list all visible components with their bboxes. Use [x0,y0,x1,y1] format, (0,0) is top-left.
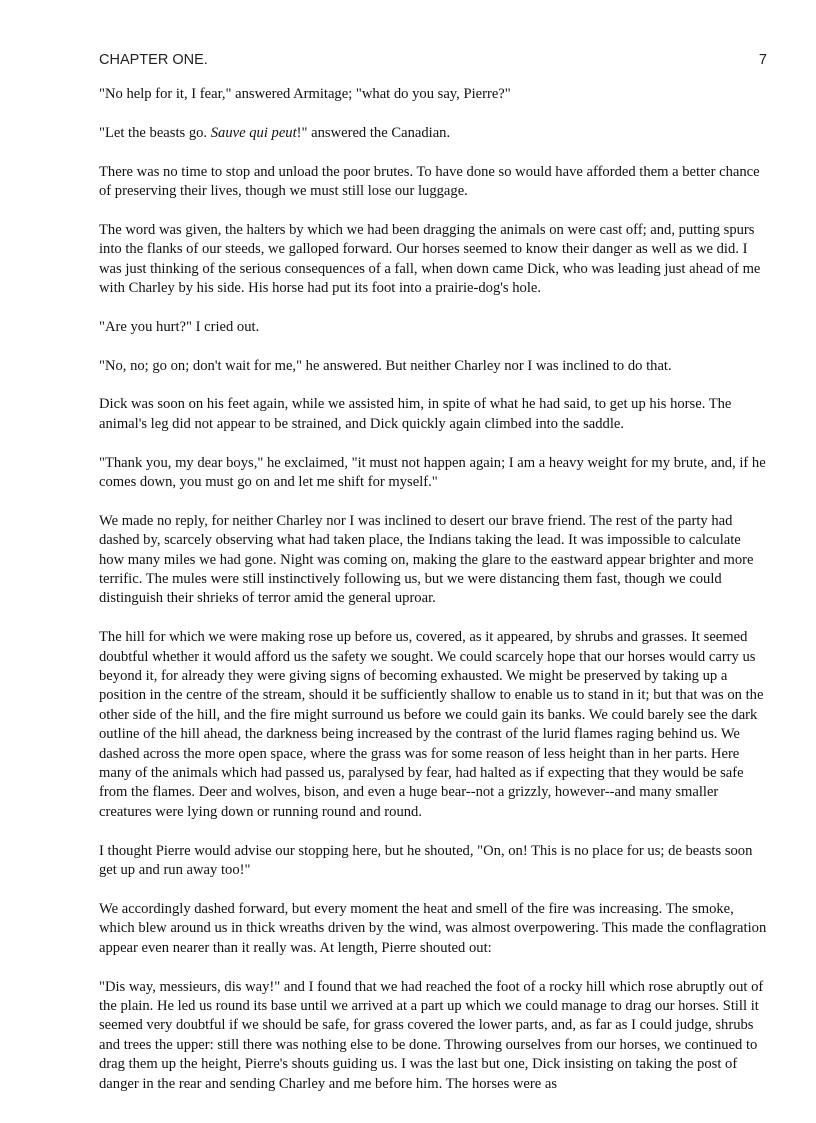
page-number: 7 [758,52,767,68]
chapter-title: CHAPTER ONE. [99,52,208,68]
paragraph-11: I thought Pierre would advise our stopping here, but he shouted, "On, on! This is no place for us; de beasts soon get up and run away too!" [99,842,753,879]
paragraph-2-italic: Sauve qui peut [210,124,297,141]
paragraph-5: "Are you hurt?" I cried out. [99,318,260,335]
paragraph-10: The hill for which we were making rose up before us, covered, as it appeared, by shrubs and grasses. It seemed doubtful whether it would afford us the safety we sought. We could scarcely hope that our horses would carry us beyond it, for already they were giving signs of becoming exhausted. We might be preserved by taking up a position in the centre of the stream, should it be sufficiently shallow to enable us to stand in it; but that was on the other side of the hill, and the fire might surround us before we could gain its banks. We could barely see the dark outline of the hill ahead, the darkness being increased by the contrast of the lurid flames raging behind us. We dashed across the more open space, where the grass was for some reason of less height than in her parts. Here many of the animals which had passed us, paralysed by fear, had halted as if expecting that they would be safe from the flames. Deer and wolves, bison, and even a huge bear--not a grizzly, however--and many smaller creatures were lying down or running round and round. [99,629,764,820]
paragraph-1: "No help for it, I fear," answered Armitage; "what do you say, Pierre?" [99,86,511,102]
paragraph-2-end: !" answered the Canadian. [296,124,451,141]
paragraph-12: We accordingly dashed forward, but every moment the heat and smell of the fire was increasing. The smoke, which blew around us in thick wreaths driven by the wind, was almost overpowering. This made the conflagration appear even nearer than it really was. At length, Pierre shouted out: [99,900,767,956]
page-body [99,85,767,1094]
paragraph-3: There was no time to stop and unload the poor brutes. To have done so would have afforded them a better chance of preserving their lives, though we must still lose our luggage. [99,163,760,199]
running-header [99,52,767,72]
paragraph-4: The word was given, the halters by which we had been dragging the animals on were cast off; and, putting spurs into the flanks of our steeds, we galloped forward. Our horses seemed to know their danger as well as we did. I was just thinking of the serious consequences of a fall, when down came Dick, who was leading just ahead of me with Charley by his side. His horse had put its foot into a prairie-dog's hole. [99,221,761,297]
paragraph-8: "Thank you, my dear boys," he exclaimed, "it must not happen again; I am a heavy weight for my brute, and, if he comes down, you must go on and let me shift for myself." [99,454,766,491]
paragraph-2 [99,124,767,143]
paragraph-2-start: "Let the beasts go. [99,124,211,141]
paragraph-13: "Dis way, messieurs, dis way!" and I found that we had reached the foot of a rocky hill which rose abruptly out of the plain. He led us round its base until we arrived at a part up which we could manage to drag our horses. Still it seemed very doubtful if we should be safe, for grass covered the lower parts, and, as far as I could judge, shrubs and trees the upper: still there was nothing else to be done. Throwing ourselves from our horses, we continued to drag them up the height, Pierre's shouts guiding us. I was the last but one, Dick insisting on taking the post of danger in the rear and sending Charley and me before him. The horses were as [99,978,764,1092]
paragraph-7: Dick was soon on his feet again, while we assisted him, in spite of what he had said, to get up his horse. The animal's leg did not appear to be strained, and Dick quickly again climbed into the saddle. [99,396,732,432]
paragraph-6: "No, no; go on; don't wait for me," he answered. But neither Charley nor I was inclined to do that. [99,357,672,374]
paragraph-9: We made no reply, for neither Charley nor I was inclined to desert our brave friend. The rest of the party had dashed by, scarcely observing what had taken place, the Indians taking the lead. It was impossible to calculate how many miles we had gone. Night was coming on, making the glare to the eastward appear brighter and more terrific. The mules were still instinctively following us, but we were distancing them fast, though we could distinguish their shrieks of terror amid the general uproar. [99,512,754,607]
